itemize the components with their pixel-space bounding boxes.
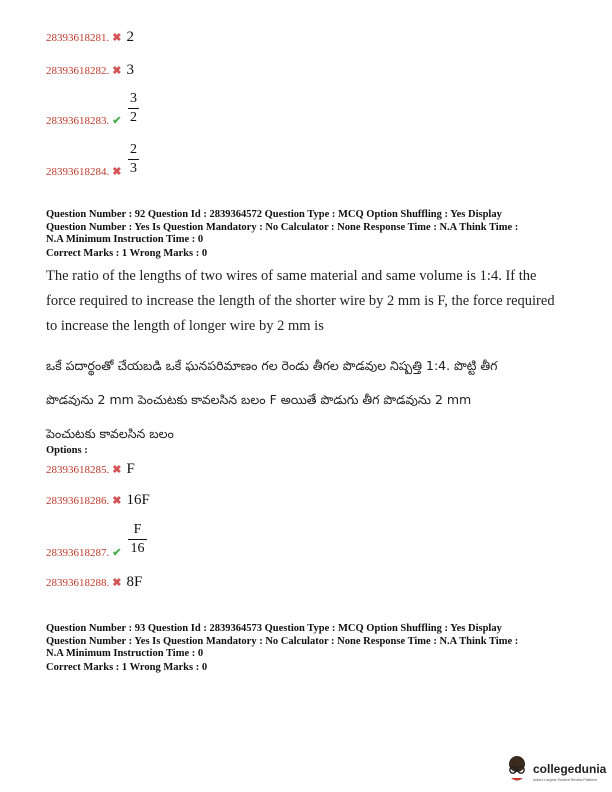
option-value: F	[126, 461, 135, 477]
option-value: 16F	[126, 492, 150, 508]
fraction-numerator: 3	[130, 91, 137, 106]
question-line: force required to increase the length of the shorter wire by 2 mm is F, the force required	[46, 293, 555, 309]
options-label: Options :	[46, 445, 88, 456]
logo-name: collegedunia	[533, 762, 607, 776]
option-id: 28393618282.	[46, 65, 110, 77]
cross-icon: ✖	[112, 495, 122, 507]
check-icon: ✔	[112, 115, 122, 127]
meta-line: N.A Minimum Instruction Time : 0	[46, 234, 204, 245]
fraction-denominator: 16	[130, 541, 145, 556]
logo-tagline: India's Largest Student Review Platform	[533, 778, 597, 782]
meta-line: Question Number : 92 Question Id : 2839364572 Question Type : MCQ Option Shuffling : Yes Display	[46, 209, 502, 220]
option-fraction	[128, 142, 139, 176]
option-id: 28393618281.	[46, 32, 110, 44]
option-value: 8F	[126, 574, 143, 590]
option-fraction	[128, 91, 139, 125]
option-row	[46, 573, 142, 591]
question-meta	[46, 209, 586, 260]
fraction-bar	[128, 159, 139, 160]
option-row	[46, 491, 150, 509]
option-row	[46, 111, 121, 129]
fraction-denominator: 3	[130, 161, 137, 176]
option-id: 28393618286.	[46, 495, 110, 507]
fraction-numerator: 2	[130, 142, 137, 157]
telugu-line: ఒకే పదార్థంతో చేయబడి ఒకే ఘనపరిమాణం గల రెండు తీగల పొడవుల నిష్పత్తి 1:4. పొట్టి తీగ	[46, 358, 498, 373]
telugu-line: పెంచుటకు కావలసిన బలం	[46, 426, 174, 441]
meta-line: Question Number : Yes Is Question Mandatory : No Calculator : None Response Time : N.A Think Time :	[46, 221, 519, 233]
cross-icon: ✖	[112, 464, 122, 476]
question-text	[46, 264, 591, 339]
marks-line: Correct Marks : 1 Wrong Marks : 0	[46, 661, 208, 673]
question-line: The ratio of the lengths of two wires of same material and same volume is 1:4. If the	[46, 268, 537, 284]
option-value: 2	[126, 29, 134, 45]
check-icon: ✔	[112, 547, 122, 559]
option-id: 28393618283.	[46, 115, 110, 127]
question-meta	[46, 623, 586, 674]
option-id: 28393618287.	[46, 547, 110, 559]
option-id: 28393618285.	[46, 464, 110, 476]
fraction-bar	[128, 539, 147, 540]
option-row	[46, 61, 134, 79]
option-id: 28393618284.	[46, 166, 110, 178]
meta-line: Question Number : 93 Question Id : 2839364573 Question Type : MCQ Option Shuffling : Yes Display	[46, 623, 502, 634]
meta-line: Question Number : Yes Is Question Mandatory : No Calculator : None Response Time : N.A Think Time :	[46, 635, 519, 647]
option-row	[46, 543, 121, 561]
telugu-line: పొడవును 2 mm పెంచుటకు కావలసిన బలం F అయితే పొడుగు తీగ పొడవును 2 mm	[46, 392, 472, 407]
fraction-bar	[128, 108, 139, 109]
collegedunia-logo	[503, 754, 607, 784]
question-line: to increase the length of longer wire by 2 mm is	[46, 318, 324, 334]
option-value: 3	[126, 62, 134, 78]
cross-icon: ✖	[112, 577, 122, 589]
fraction-denominator: 2	[130, 110, 137, 125]
option-row	[46, 162, 121, 180]
mascot-icon	[503, 754, 531, 784]
option-fraction	[128, 522, 147, 556]
cross-icon: ✖	[112, 166, 122, 178]
option-row	[46, 28, 134, 46]
cross-icon: ✖	[112, 65, 122, 77]
option-id: 28393618288.	[46, 577, 110, 589]
cross-icon: ✖	[112, 32, 122, 44]
question-text-telugu	[46, 358, 591, 445]
meta-line: N.A Minimum Instruction Time : 0	[46, 648, 204, 659]
fraction-numerator: F	[133, 522, 142, 537]
marks-line: Correct Marks : 1 Wrong Marks : 0	[46, 247, 208, 259]
option-row	[46, 460, 135, 478]
